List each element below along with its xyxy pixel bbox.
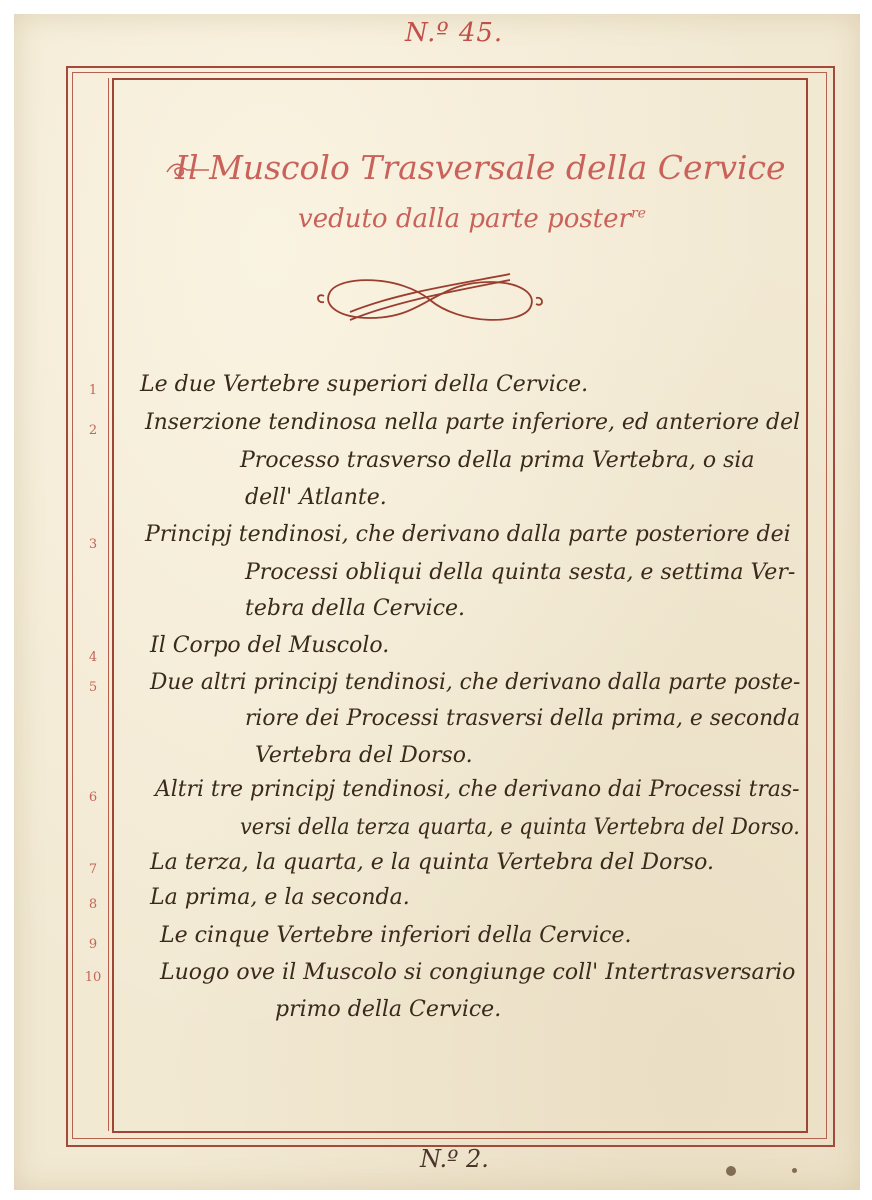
entry-number: 2 <box>88 423 98 438</box>
entry-number: 7 <box>88 862 98 877</box>
flourish-ornament-icon <box>310 270 550 330</box>
entry-number: 6 <box>88 790 98 805</box>
entry-text-line: Le due Vertebre superiori della Cervice. <box>140 372 589 397</box>
entry-number: 5 <box>88 680 98 695</box>
entry-text-line: Principj tendinosi, che derivano dalla parte posteriore dei <box>145 522 791 547</box>
entry-text-line: La terza, la quarta, e la quinta Vertebra del Dorso. <box>150 850 714 875</box>
entry-text-line: Il Corpo del Muscolo. <box>150 633 390 658</box>
entry-text-line: Inserzione tendinosa nella parte inferiore, ed anteriore del <box>145 410 801 435</box>
plate-number: N.º 45. <box>405 18 504 48</box>
entry-text-line: Processo trasverso della prima Vertebra, o sia <box>240 448 755 473</box>
entry-text-line: La prima, e la seconda. <box>150 885 410 910</box>
ink-stain <box>726 1166 736 1176</box>
entry-number: 10 <box>84 970 102 985</box>
margin-rule <box>108 78 109 1131</box>
entry-text-line: dell' Atlante. <box>245 485 387 510</box>
subtitle-text: veduto dalla parte poster <box>298 204 631 234</box>
page-number: N.º 2. <box>420 1145 489 1173</box>
entry-text-line: Vertebra del Dorso. <box>255 743 473 768</box>
entry-number: 9 <box>88 937 98 952</box>
page-title: Il Muscolo Trasversale della Cervice <box>175 148 786 187</box>
page-subtitle <box>298 204 646 234</box>
entry-number: 8 <box>88 897 98 912</box>
entry-text-line: primo della Cervice. <box>275 997 502 1022</box>
entry-text-line: riore dei Processi trasversi della prima, e seconda <box>245 706 801 731</box>
entry-text-line: Luogo ove il Muscolo si congiunge coll' Intertrasversario <box>160 960 796 985</box>
subtitle-superscript: re <box>630 205 646 222</box>
ink-stain <box>792 1168 797 1173</box>
entry-text-line: Altri tre principj tendinosi, che derivano dai Processi tras- <box>155 777 800 802</box>
entry-number: 4 <box>88 650 98 665</box>
entry-text-line: Le cinque Vertebre inferiori della Cervice. <box>160 923 632 948</box>
entry-text-line: versi della terza quarta, e quinta Vertebra del Dorso. <box>240 815 800 840</box>
entry-number: 1 <box>88 383 98 398</box>
entry-text-line: Processi obliqui della quinta sesta, e settima Ver- <box>245 560 796 585</box>
entry-text-line: Due altri principj tendinosi, che derivano dalla parte poste- <box>150 670 801 695</box>
entry-text-line: tebra della Cervice. <box>245 596 466 621</box>
entry-number: 3 <box>88 537 98 552</box>
